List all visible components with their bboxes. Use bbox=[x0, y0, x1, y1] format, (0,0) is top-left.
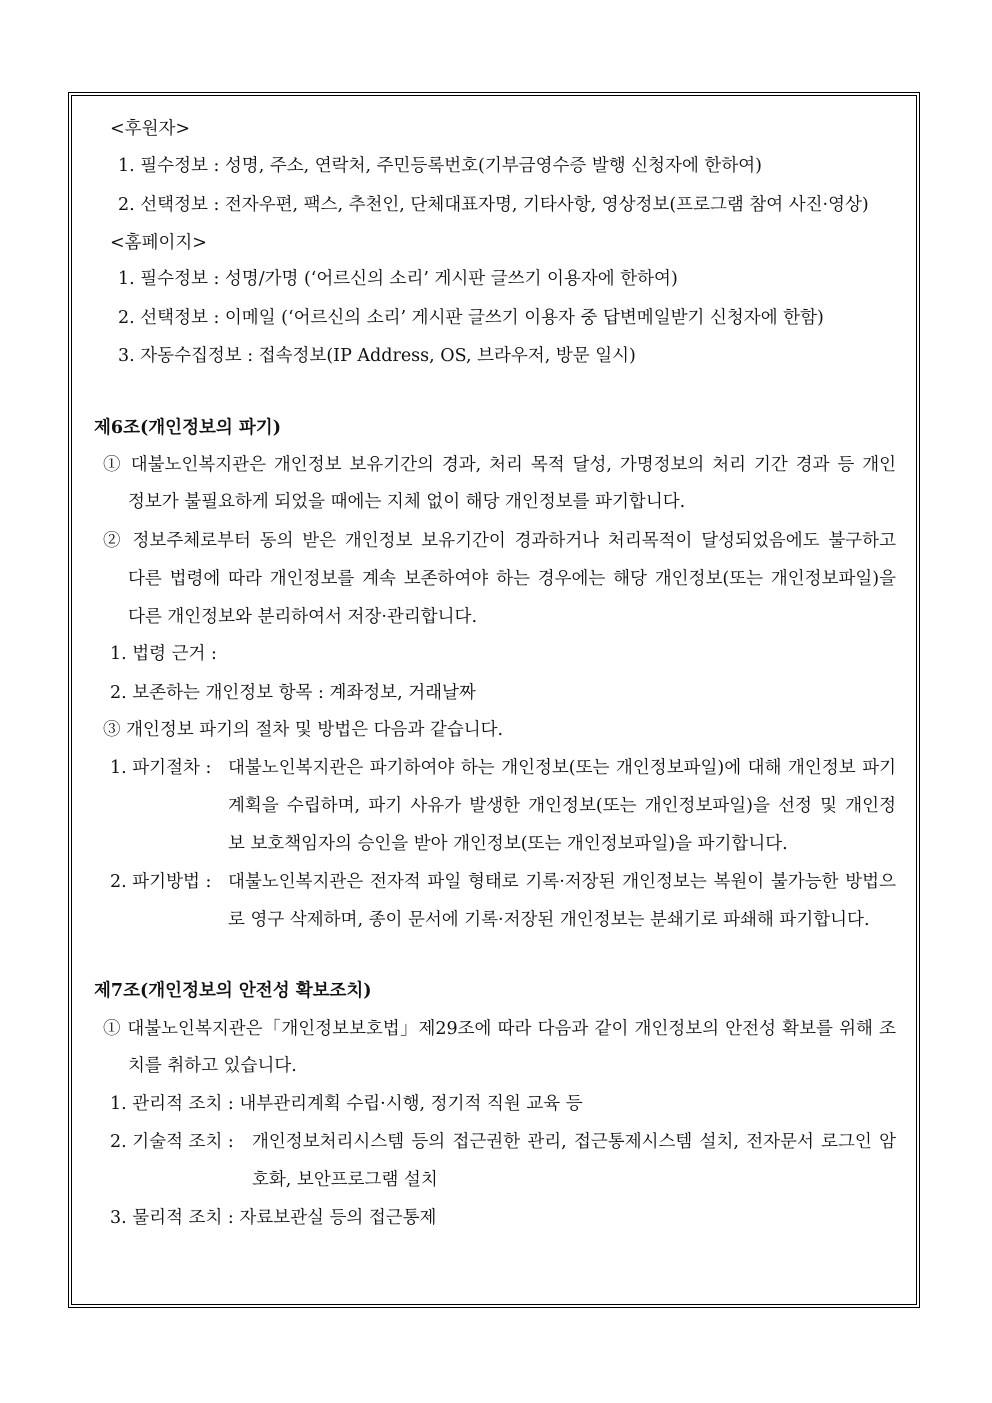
article6-legal-basis: 1. 법령 근거 : bbox=[110, 644, 217, 664]
article6-procedure-line3: 보 보호책임자의 승인을 받아 개인정보(또는 개인정보파일)을 파기합니다. bbox=[228, 834, 788, 854]
article6-heading: 제6조(개인정보의 파기) bbox=[94, 418, 281, 438]
article7-p1-line2: 치를 취하고 있습니다. bbox=[128, 1056, 297, 1076]
sponsor-item-optional: 2. 선택정보 : 전자우편, 팩스, 추천인, 단체대표자명, 기타사항, 영상정보(프로그램 참여 사진·영상) bbox=[118, 195, 869, 215]
article6-p3: ③ 개인정보 파기의 절차 및 방법은 다음과 같습니다. bbox=[103, 720, 504, 740]
homepage-item-optional: 2. 선택정보 : 이메일 (‘어르신의 소리’ 게시판 글쓰기 이용자 중 답변메일받기 신청자에 한함) bbox=[118, 308, 824, 328]
article7-admin-measures: 1. 관리적 조치 : 내부관리계획 수립·시행, 정기적 직원 교육 등 bbox=[110, 1094, 583, 1114]
article6-p2-line3: 다른 개인정보와 분리하여서 저장·관리합니다. bbox=[128, 607, 478, 627]
article6-retained-items: 2. 보존하는 개인정보 항목 : 계좌정보, 거래날짜 bbox=[110, 683, 476, 703]
article6-method-line2: 로 영구 삭제하며, 종이 문서에 기록·저장된 개인정보는 분쇄기로 파쇄해 파기합니다. bbox=[228, 910, 870, 930]
article7-physical-measures: 3. 물리적 조치 : 자료보관실 등의 접근통제 bbox=[110, 1208, 437, 1228]
homepage-item-required: 1. 필수정보 : 성명/가명 (‘어르신의 소리’ 게시판 글쓰기 이용자에 한하여) bbox=[118, 269, 678, 289]
article6-method-line1: 대불노인복지관은 전자적 파일 형태로 기록·저장된 개인정보는 복원이 불가능한 방법으 bbox=[228, 872, 896, 892]
article6-procedure-label: 1. 파기절차 : bbox=[110, 758, 212, 778]
sponsor-item-required: 1. 필수정보 : 성명, 주소, 연락처, 주민등록번호(기부금영수증 발행 신청자에 한하여) bbox=[118, 156, 762, 176]
article7-tech-line2: 호화, 보안프로그램 설치 bbox=[252, 1170, 438, 1190]
article6-p2-line2: 다른 법령에 따라 개인정보를 계속 보존하여야 하는 경우에는 해당 개인정보(또는 개인정보파일)을 bbox=[128, 569, 896, 589]
article6-p1-line1: ① 대불노인복지관은 개인정보 보유기간의 경과, 처리 목적 달성, 가명정보의 처리 기간 경과 등 개인 bbox=[103, 455, 896, 475]
article7-tech-label: 2. 기술적 조치 : bbox=[110, 1132, 234, 1152]
article7-tech-line1: 개인정보처리시스템 등의 접근권한 관리, 접근통제시스템 설치, 전자문서 로그인 암 bbox=[252, 1132, 896, 1152]
article7-heading: 제7조(개인정보의 안전성 확보조치) bbox=[94, 981, 372, 1001]
article6-method-label: 2. 파기방법 : bbox=[110, 872, 212, 892]
article6-procedure-line1: 대불노인복지관은 파기하여야 하는 개인정보(또는 개인정보파일)에 대해 개인정보 파기 bbox=[228, 758, 896, 778]
sponsor-title: <후원자> bbox=[110, 119, 191, 139]
homepage-title: <홈페이지> bbox=[110, 233, 207, 253]
homepage-item-auto: 3. 자동수집정보 : 접속정보(IP Address, OS, 브라우저, 방문 일시) bbox=[118, 346, 636, 366]
article6-p1-line2: 정보가 불필요하게 되었을 때에는 지체 없이 해당 개인정보를 파기합니다. bbox=[128, 492, 686, 512]
article7-p1-line1: ① 대불노인복지관은「개인정보보호법」제29조에 따라 다음과 같이 개인정보의 안전성 확보를 위해 조 bbox=[103, 1019, 896, 1039]
article6-procedure-line2: 계획을 수립하며, 파기 사유가 발생한 개인정보(또는 개인정보파일)을 선정 및 개인정 bbox=[228, 796, 896, 816]
article6-p2-line1: ② 정보주체로부터 동의 받은 개인정보 보유기간이 경과하거나 처리목적이 달성되었음에도 불구하고 bbox=[103, 531, 896, 551]
